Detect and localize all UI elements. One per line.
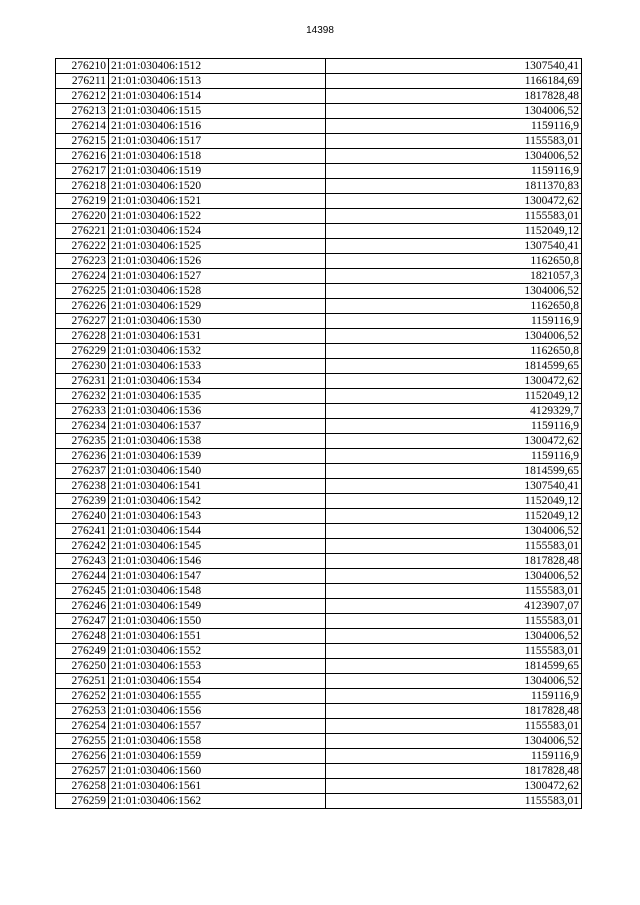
table-row	[56, 254, 582, 269]
row-id-cell: 276217	[56, 164, 109, 179]
row-id-cell: 276235	[56, 434, 109, 449]
value-cell: 1821057,3	[326, 269, 582, 284]
table-row	[56, 269, 582, 284]
cadastral-number-cell: 21:01:030406:1551	[109, 629, 326, 644]
row-id-cell: 276225	[56, 284, 109, 299]
value-cell: 1814599,65	[326, 464, 582, 479]
cadastral-number-cell: 21:01:030406:1548	[109, 584, 326, 599]
table-row	[56, 794, 582, 809]
row-id-cell: 276231	[56, 374, 109, 389]
table-row	[56, 434, 582, 449]
value-cell: 1817828,48	[326, 704, 582, 719]
cadastral-number-cell: 21:01:030406:1560	[109, 764, 326, 779]
cadastral-number-cell: 21:01:030406:1530	[109, 314, 326, 329]
cadastral-number-cell: 21:01:030406:1549	[109, 599, 326, 614]
table-row	[56, 719, 582, 734]
table-row	[56, 104, 582, 119]
table-row	[56, 329, 582, 344]
cadastral-number-cell: 21:01:030406:1546	[109, 554, 326, 569]
row-id-cell: 276216	[56, 149, 109, 164]
value-cell: 1811370,83	[326, 179, 582, 194]
value-cell: 1162650,8	[326, 344, 582, 359]
row-id-cell: 276214	[56, 119, 109, 134]
value-cell: 1159116,9	[326, 164, 582, 179]
cadastral-number-cell: 21:01:030406:1540	[109, 464, 326, 479]
row-id-cell: 276227	[56, 314, 109, 329]
value-cell: 1304006,52	[326, 524, 582, 539]
value-cell: 1304006,52	[326, 284, 582, 299]
row-id-cell: 276242	[56, 539, 109, 554]
row-id-cell: 276259	[56, 794, 109, 809]
cadastral-number-cell: 21:01:030406:1526	[109, 254, 326, 269]
cadastral-number-cell: 21:01:030406:1524	[109, 224, 326, 239]
row-id-cell: 276241	[56, 524, 109, 539]
row-id-cell: 276229	[56, 344, 109, 359]
table-row	[56, 554, 582, 569]
table-row	[56, 164, 582, 179]
table-row	[56, 89, 582, 104]
table-row	[56, 524, 582, 539]
cadastral-number-cell: 21:01:030406:1558	[109, 734, 326, 749]
row-id-cell: 276212	[56, 89, 109, 104]
value-cell: 1304006,52	[326, 149, 582, 164]
cadastral-number-cell: 21:01:030406:1527	[109, 269, 326, 284]
row-id-cell: 276215	[56, 134, 109, 149]
cadastral-number-cell: 21:01:030406:1538	[109, 434, 326, 449]
value-cell: 1304006,52	[326, 104, 582, 119]
value-cell: 1307540,41	[326, 59, 582, 74]
cadastral-number-cell: 21:01:030406:1545	[109, 539, 326, 554]
row-id-cell: 276228	[56, 329, 109, 344]
row-id-cell: 276240	[56, 509, 109, 524]
table-row	[56, 629, 582, 644]
value-cell: 1814599,65	[326, 359, 582, 374]
table-row	[56, 299, 582, 314]
row-id-cell: 276219	[56, 194, 109, 209]
row-id-cell: 276249	[56, 644, 109, 659]
row-id-cell: 276233	[56, 404, 109, 419]
cadastral-number-cell: 21:01:030406:1515	[109, 104, 326, 119]
value-cell: 1814599,65	[326, 659, 582, 674]
cadastral-number-cell: 21:01:030406:1537	[109, 419, 326, 434]
value-cell: 1155583,01	[326, 719, 582, 734]
row-id-cell: 276250	[56, 659, 109, 674]
value-cell: 1817828,48	[326, 89, 582, 104]
value-cell: 1155583,01	[326, 794, 582, 809]
table-row	[56, 659, 582, 674]
row-id-cell: 276245	[56, 584, 109, 599]
cadastral-number-cell: 21:01:030406:1557	[109, 719, 326, 734]
row-id-cell: 276211	[56, 74, 109, 89]
row-id-cell: 276221	[56, 224, 109, 239]
cadastral-number-cell: 21:01:030406:1539	[109, 449, 326, 464]
cadastral-number-cell: 21:01:030406:1522	[109, 209, 326, 224]
table-row	[56, 449, 582, 464]
table-row	[56, 344, 582, 359]
row-id-cell: 276255	[56, 734, 109, 749]
value-cell: 1155583,01	[326, 584, 582, 599]
table-row	[56, 509, 582, 524]
table-row	[56, 119, 582, 134]
cadastral-number-cell: 21:01:030406:1517	[109, 134, 326, 149]
table-row	[56, 224, 582, 239]
table-row	[56, 284, 582, 299]
cadastral-number-cell: 21:01:030406:1543	[109, 509, 326, 524]
value-cell: 1152049,12	[326, 509, 582, 524]
value-cell: 1159116,9	[326, 119, 582, 134]
cadastral-number-cell: 21:01:030406:1534	[109, 374, 326, 389]
row-id-cell: 276234	[56, 419, 109, 434]
row-id-cell: 276239	[56, 494, 109, 509]
row-id-cell: 276236	[56, 449, 109, 464]
table-row	[56, 359, 582, 374]
row-id-cell: 276248	[56, 629, 109, 644]
cadastral-number-cell: 21:01:030406:1561	[109, 779, 326, 794]
table-row	[56, 494, 582, 509]
row-id-cell: 276230	[56, 359, 109, 374]
cadastral-number-cell: 21:01:030406:1518	[109, 149, 326, 164]
row-id-cell: 276237	[56, 464, 109, 479]
value-cell: 1304006,52	[326, 734, 582, 749]
value-cell: 1817828,48	[326, 554, 582, 569]
value-cell: 1304006,52	[326, 674, 582, 689]
table-row	[56, 674, 582, 689]
table-row	[56, 614, 582, 629]
value-cell: 1155583,01	[326, 134, 582, 149]
cadastral-number-cell: 21:01:030406:1513	[109, 74, 326, 89]
row-id-cell: 276254	[56, 719, 109, 734]
table-row	[56, 194, 582, 209]
cadastral-number-cell: 21:01:030406:1542	[109, 494, 326, 509]
value-cell: 1817828,48	[326, 764, 582, 779]
cadastral-number-cell: 21:01:030406:1516	[109, 119, 326, 134]
cadastral-number-cell: 21:01:030406:1519	[109, 164, 326, 179]
table-row	[56, 179, 582, 194]
table-row	[56, 239, 582, 254]
row-id-cell: 276252	[56, 689, 109, 704]
cadastral-number-cell: 21:01:030406:1514	[109, 89, 326, 104]
cadastral-number-cell: 21:01:030406:1541	[109, 479, 326, 494]
value-cell: 1307540,41	[326, 239, 582, 254]
page-number: 14398	[306, 25, 334, 36]
row-id-cell: 276222	[56, 239, 109, 254]
table-row	[56, 464, 582, 479]
value-cell: 4123907,07	[326, 599, 582, 614]
table-row	[56, 479, 582, 494]
table-row	[56, 539, 582, 554]
table-row	[56, 644, 582, 659]
row-id-cell: 276247	[56, 614, 109, 629]
row-id-cell: 276226	[56, 299, 109, 314]
row-id-cell: 276220	[56, 209, 109, 224]
value-cell: 1162650,8	[326, 254, 582, 269]
table-row	[56, 584, 582, 599]
cadastral-number-cell: 21:01:030406:1552	[109, 644, 326, 659]
value-cell: 1155583,01	[326, 644, 582, 659]
table-row	[56, 704, 582, 719]
value-cell: 1304006,52	[326, 329, 582, 344]
table-row	[56, 734, 582, 749]
row-id-cell: 276256	[56, 749, 109, 764]
table-row	[56, 749, 582, 764]
cadastral-number-cell: 21:01:030406:1528	[109, 284, 326, 299]
cadastral-number-cell: 21:01:030406:1512	[109, 59, 326, 74]
cadastral-number-cell: 21:01:030406:1521	[109, 194, 326, 209]
value-cell: 1300472,62	[326, 434, 582, 449]
cadastral-number-cell: 21:01:030406:1520	[109, 179, 326, 194]
table-row	[56, 74, 582, 89]
table-row	[56, 689, 582, 704]
value-cell: 1304006,52	[326, 569, 582, 584]
table-row	[56, 389, 582, 404]
table-row	[56, 134, 582, 149]
cadastral-number-cell: 21:01:030406:1533	[109, 359, 326, 374]
cadastral-number-cell: 21:01:030406:1554	[109, 674, 326, 689]
table-row	[56, 569, 582, 584]
row-id-cell: 276210	[56, 59, 109, 74]
row-id-cell: 276243	[56, 554, 109, 569]
value-cell: 1307540,41	[326, 479, 582, 494]
table-row	[56, 419, 582, 434]
value-cell: 1166184,69	[326, 74, 582, 89]
row-id-cell: 276218	[56, 179, 109, 194]
value-cell: 1159116,9	[326, 314, 582, 329]
value-cell: 1300472,62	[326, 374, 582, 389]
value-cell: 1162650,8	[326, 299, 582, 314]
table-row	[56, 374, 582, 389]
table-row	[56, 599, 582, 614]
value-cell: 1159116,9	[326, 689, 582, 704]
cadastral-number-cell: 21:01:030406:1536	[109, 404, 326, 419]
value-cell: 1159116,9	[326, 419, 582, 434]
value-cell: 1155583,01	[326, 209, 582, 224]
cadastral-number-cell: 21:01:030406:1556	[109, 704, 326, 719]
cadastral-number-cell: 21:01:030406:1544	[109, 524, 326, 539]
row-id-cell: 276253	[56, 704, 109, 719]
records-table-body	[56, 59, 582, 809]
row-id-cell: 276257	[56, 764, 109, 779]
value-cell: 1152049,12	[326, 494, 582, 509]
table-row	[56, 59, 582, 74]
cadastral-number-cell: 21:01:030406:1562	[109, 794, 326, 809]
cadastral-number-cell: 21:01:030406:1529	[109, 299, 326, 314]
row-id-cell: 276258	[56, 779, 109, 794]
row-id-cell: 276223	[56, 254, 109, 269]
table-row	[56, 779, 582, 794]
cadastral-number-cell: 21:01:030406:1525	[109, 239, 326, 254]
value-cell: 1152049,12	[326, 224, 582, 239]
row-id-cell: 276246	[56, 599, 109, 614]
value-cell: 1159116,9	[326, 749, 582, 764]
cadastral-number-cell: 21:01:030406:1555	[109, 689, 326, 704]
value-cell: 1155583,01	[326, 539, 582, 554]
value-cell: 1300472,62	[326, 194, 582, 209]
cadastral-number-cell: 21:01:030406:1553	[109, 659, 326, 674]
cadastral-number-cell: 21:01:030406:1535	[109, 389, 326, 404]
row-id-cell: 276244	[56, 569, 109, 584]
cadastral-number-cell: 21:01:030406:1532	[109, 344, 326, 359]
row-id-cell: 276224	[56, 269, 109, 284]
row-id-cell: 276251	[56, 674, 109, 689]
value-cell: 1300472,62	[326, 779, 582, 794]
table-row	[56, 149, 582, 164]
cadastral-number-cell: 21:01:030406:1550	[109, 614, 326, 629]
table-row	[56, 314, 582, 329]
table-row	[56, 764, 582, 779]
row-id-cell: 276232	[56, 389, 109, 404]
table-row	[56, 404, 582, 419]
records-table	[55, 58, 582, 809]
value-cell: 1304006,52	[326, 629, 582, 644]
value-cell: 4129329,7	[326, 404, 582, 419]
row-id-cell: 276213	[56, 104, 109, 119]
table-row	[56, 209, 582, 224]
value-cell: 1155583,01	[326, 614, 582, 629]
cadastral-number-cell: 21:01:030406:1559	[109, 749, 326, 764]
row-id-cell: 276238	[56, 479, 109, 494]
cadastral-number-cell: 21:01:030406:1547	[109, 569, 326, 584]
cadastral-number-cell: 21:01:030406:1531	[109, 329, 326, 344]
value-cell: 1159116,9	[326, 449, 582, 464]
value-cell: 1152049,12	[326, 389, 582, 404]
